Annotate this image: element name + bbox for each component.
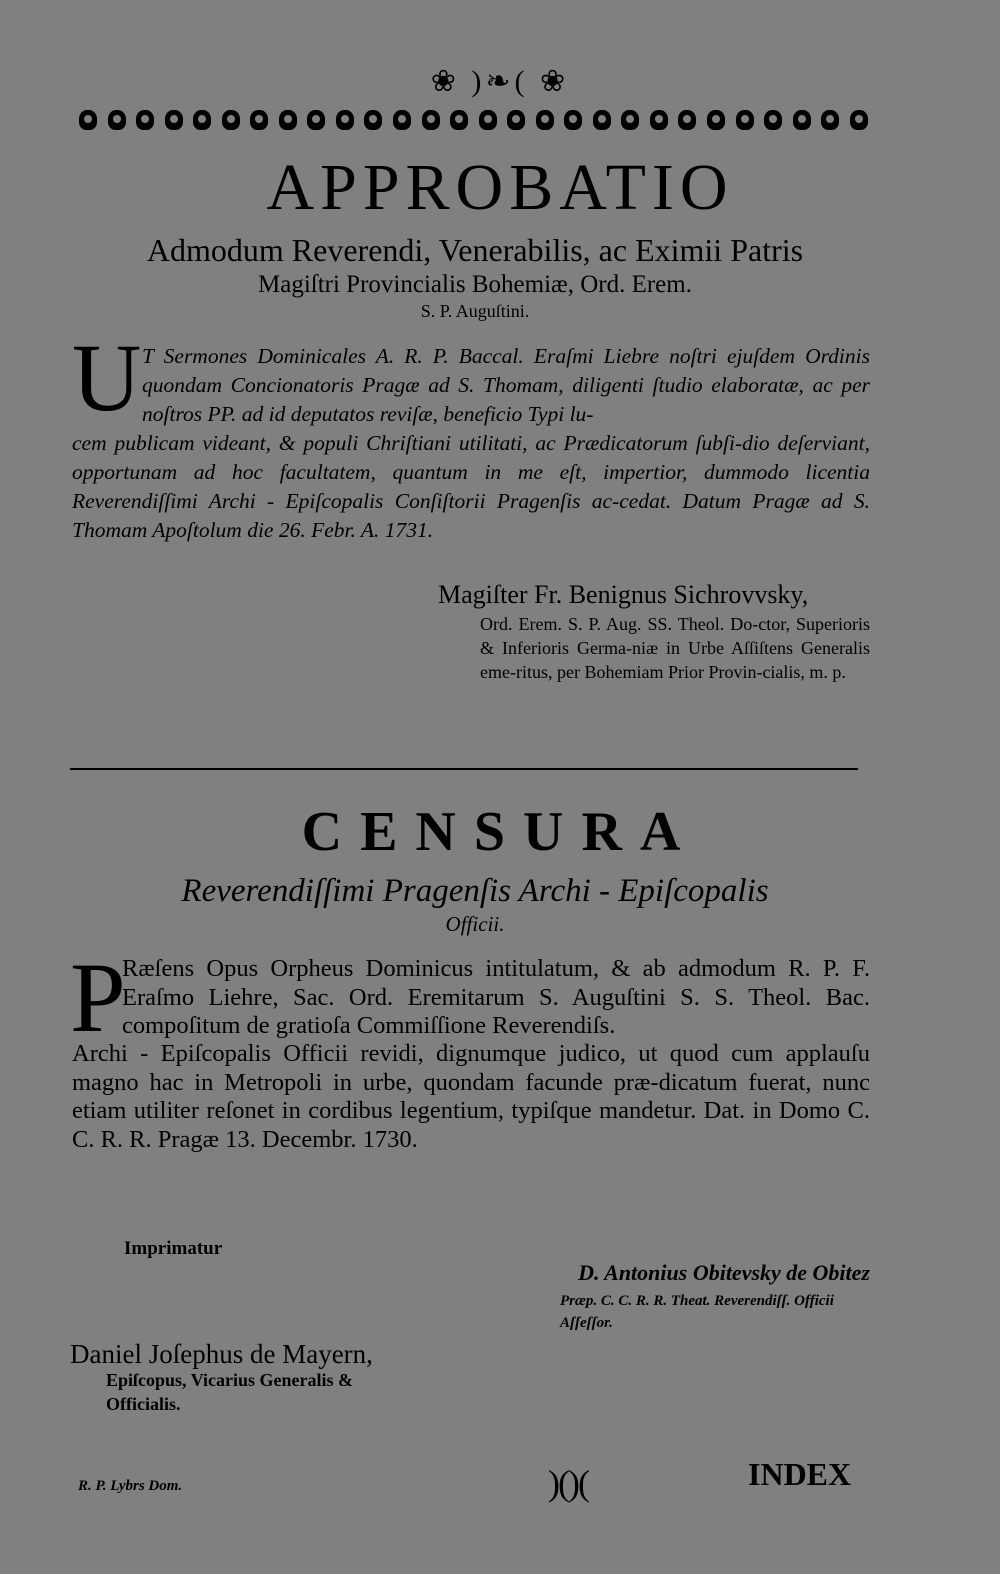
censura-paragraph-tail: Archi - Epiſcopalis Officii revidi, dignumque judico, ut quod cum applauſu magno hac in Metropoli in urbe, quondam facunde præ-dicatum fuerat, nunc etiam utiliter reſonet in cordibus legentium, typiſque mandetur. Dat. in Domo C. C. R. R. Pragæ 13. Decembr. 1730. [72,1040,870,1153]
fleuron-icon [618,106,642,134]
fleuron-icon [304,106,328,134]
approbatio-subtitle-1: Admodum Reverendi, Venerabilis, ac Eximii Patris [146,232,804,268]
approbatio-subtitle-2: Magiſtri Provincialis Bohemiæ, Ord. Erem. [258,271,692,298]
top-ornament: ❀ )❧( ❀ [430,65,570,98]
fleuron-icon [390,106,414,134]
bishop-signature-detail: Epiſcopus, Vicarius Generalis & Officialis. [106,1370,354,1414]
censor-signature-name: D. Antonius Obitevsky de Obitez [578,1260,870,1285]
fleuron-icon [361,106,385,134]
censura-title: CENSURA [301,801,699,863]
fleuron-icon [333,106,357,134]
imprimatur-label: Imprimatur [124,1238,223,1259]
fleuron-icon [419,106,443,134]
fleuron-icon [476,106,500,134]
section-divider [70,768,858,770]
fleuron-icon [162,106,186,134]
fleuron-icon [190,106,214,134]
fleuron-icon [276,106,300,134]
approbatio-drop-cap: U [72,324,142,431]
fleuron-icon [76,106,100,134]
fleuron-icon [647,106,671,134]
footer-signature-mark: R. P. Lybrs Dom. [78,1478,183,1494]
fleuron-icon [790,106,814,134]
censura-subtitle-1: Reverendiſſimi Pragenſis Archi - Epiſcopalis [181,873,769,909]
bishop-signature-name: Daniel Joſephus de Mayern, [70,1339,373,1369]
fleuron-icon [561,106,585,134]
fleuron-icon [533,106,557,134]
censura-subtitle-2: Officii. [445,912,505,936]
footer-ornament: )()( [548,1463,588,1503]
approbatio-title: APPROBATIO [266,151,734,224]
fleuron-icon [133,106,157,134]
censor-signature-detail: Præp. C. C. R. R. Theat. Reverendiſſ. Officii Aſſeſſor. [560,1293,834,1331]
approbatio-signature-detail: Ord. Erem. S. P. Aug. SS. Theol. Do-ctor, Superioris & Inferioris Germa-niæ in Urbe Aſſiſtens Generalis eme-ritus, per Bohemiam Prior Provin-cialis, m. p. [480,614,870,682]
fleuron-icon [105,106,129,134]
approbatio-paragraph-head: T Sermones Dominicales A. R. P. Baccal. Eraſmi Liebre noſtri ejuſdem Ordinis quondam Concionatoris Pragæ ad S. Thomam, diligenti ſtudio elaboratæ, ac per noſtros PP. ad id deputatos reviſæ, beneficio Typi lu- [142,344,870,426]
fleuron-icon [818,106,842,134]
fleuron-icon [733,106,757,134]
fleuron-icon [447,106,471,134]
fleuron-icon [704,106,728,134]
censura-drop-cap: P [70,942,126,1053]
fleuron-icon [504,106,528,134]
approbatio-subtitle-3: S. P. Auguſtini. [420,301,530,321]
approbatio-signature-name: Magiſter Fr. Benignus Sichrovvsky, [438,580,809,609]
fleuron-icon [675,106,699,134]
ornament-band [76,100,871,140]
fleuron-icon [761,106,785,134]
fleuron-icon [247,106,271,134]
censura-paragraph-head: Ræſens Opus Orpheus Dominicus intitulatum, & ab admodum R. P. F. Eraſmo Liehre, Sac. Ord. Eremitarum S. Auguſtini S. S. Theol. Bac. compoſitum de gratioſa Commiſſione Reverendiſs. [122,955,870,1039]
fleuron-icon [847,106,871,134]
fleuron-icon [590,106,614,134]
footer-catchword: INDEX [748,1456,852,1492]
approbatio-paragraph-tail: cem publicam videant, & populi Chriſtiani utilitati, ac Prædicatorum ſubſi-dio deſerviant, opportunam ad hoc facultatem, quantum in me eſt, impertior, dummodo licentia Reverendiſſimi Archi - Epiſcopalis Conſiſtorii Pragenſis ac-cedat. Datum Pragæ ad S. Thomam Apoſtolum die 26. Febr. A. 1731. [72,431,870,542]
fleuron-icon [219,106,243,134]
